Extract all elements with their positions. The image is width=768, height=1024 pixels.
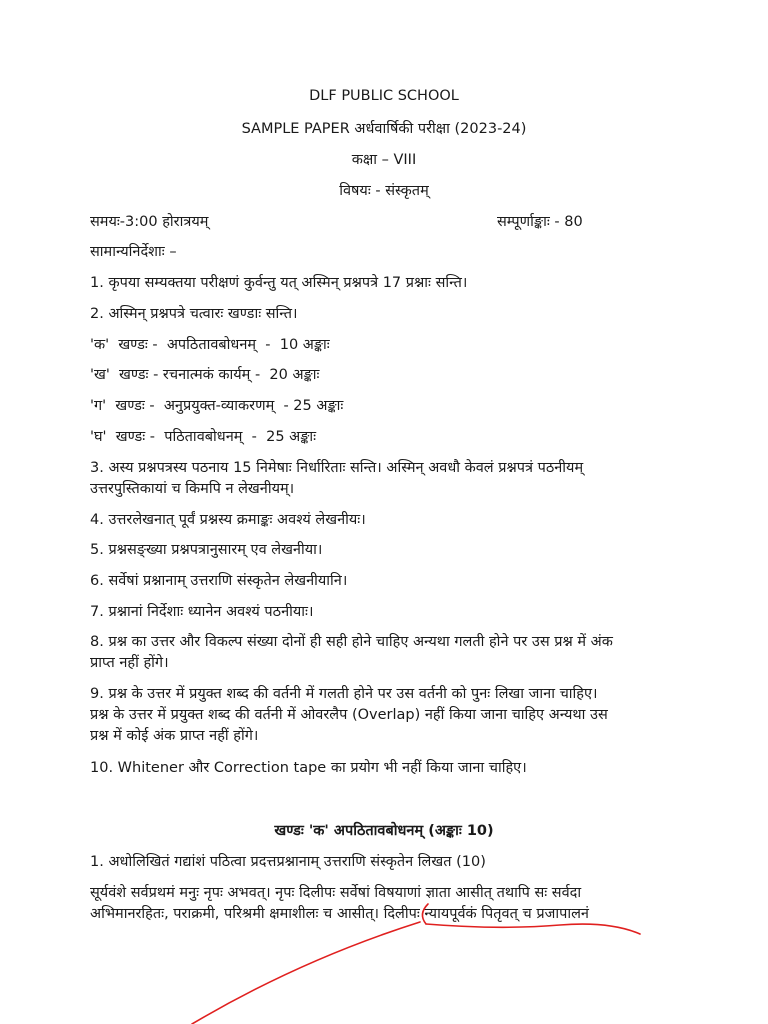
instruction-item: 6. सर्वेषां प्रश्नानाम् उत्तराणि संस्कृतेन लेखनीयानि। <box>90 573 348 589</box>
instruction-item: 5. प्रश्नसङ्ख्या प्रश्नपत्रानुसारम् एव लेखनीया। <box>90 542 323 558</box>
instructions-heading: सामान्यनिर्देशाः – <box>90 244 177 260</box>
question-1: 1. अधोलिखितं गद्यांशं पठित्वा प्रदत्तप्रश्नानाम् उत्तराणि संस्कृतेन लिखत (10) <box>90 854 486 870</box>
section-marks-row: 'क' खण्डः - अपठितावबोधनम् - 10 अङ्काः <box>90 337 330 353</box>
instruction-item-cont: उत्तरपुस्तिकायां च किमपि न लेखनीयम्। <box>90 481 295 497</box>
instruction-item: 4. उत्तरलेखनात् पूर्वं प्रश्नस्य क्रमाङ्कः अवश्यं लेखनीयः। <box>90 512 366 528</box>
school-name: DLF PUBLIC SCHOOL <box>309 88 459 104</box>
instruction-item: 10. Whitener और Correction tape का प्रयोग भी नहीं किया जाना चाहिए। <box>90 760 527 776</box>
instruction-item-cont: प्रश्न के उत्तर में प्रयुक्त शब्द की वर्तनी में ओवरलैप (Overlap) नहीं किया जाना चाहिए अन्यथा उस <box>90 707 608 723</box>
instruction-item-cont: प्रश्न में कोई अंक प्राप्त नहीं होंगे। <box>90 728 259 744</box>
instruction-item-cont: प्राप्त नहीं होंगे। <box>90 655 169 671</box>
instruction-item: 1. कृपया सम्यक्तया परीक्षणं कुर्वन्तु यत् अस्मिन् प्रश्नपत्रे 17 प्रश्नाः सन्ति। <box>90 275 468 291</box>
red-underline-mark <box>426 924 640 934</box>
section-a-heading: खण्डः 'क' अपठितावबोधनम् (अङ्काः 10) <box>274 823 494 839</box>
time-label: समयः-3:00 होरात्रयम् <box>90 214 209 230</box>
red-arrow-stroke <box>192 922 420 1024</box>
instruction-item: 8. प्रश्न का उत्तर और विकल्प संख्या दोनों ही सही होने चाहिए अन्यथा गलती होने पर उस प्रश्न में अंक <box>90 634 613 650</box>
instruction-item: 3. अस्य प्रश्नपत्रस्य पठनाय 15 निमेषाः निर्धारिताः सन्ति। अस्मिन् अवधौ केवलं प्रश्नपत्रं पठनीयम् <box>90 460 584 476</box>
section-marks-row: 'घ' खण्डः - पठितावबोधनम् - 25 अङ्काः <box>90 429 317 445</box>
passage-line: अभिमानरहितः, पराक्रमी, परिश्रमी क्षमाशीलः च आसीत्। दिलीपः न्यायपूर्वकं पितृवत् च प्रजापालनं <box>90 906 589 922</box>
instruction-item: 2. अस्मिन् प्रश्नपत्रे चत्वारः खण्डाः सन्ति। <box>90 306 298 322</box>
passage-line: सूर्यवंशे सर्वप्रथमं मनुः नृपः अभवत्। नृपः दिलीपः सर्वेषां विषयाणां ज्ञाता आसीत् तथापि सः सर्वदा <box>90 885 582 901</box>
class-label: कक्षा – VIII <box>351 152 417 168</box>
section-marks-row: 'ग' खण्डः - अनुप्रयुक्त-व्याकरणम् - 25 अङ्काः <box>90 398 344 414</box>
section-marks-row: 'ख' खण्डः - रचनात्मकं कार्यम् - 20 अङ्काः <box>90 367 320 383</box>
instruction-item: 7. प्रश्नानां निर्देशाः ध्यानेन अवश्यं पठनीयाः। <box>90 604 314 620</box>
subject-label: विषयः - संस्कृतम् <box>339 183 429 199</box>
instruction-item: 9. प्रश्न के उत्तर में प्रयुक्त शब्द की वर्तनी में गलती होने पर उस वर्तनी को पुनः लिखा जाना चाहिए। <box>90 686 598 702</box>
total-marks-label: सम्पूर्णाङ्काः - 80 <box>497 214 583 230</box>
exam-title: SAMPLE PAPER अर्धवार्षिकी परीक्षा (2023-24) <box>241 121 527 137</box>
